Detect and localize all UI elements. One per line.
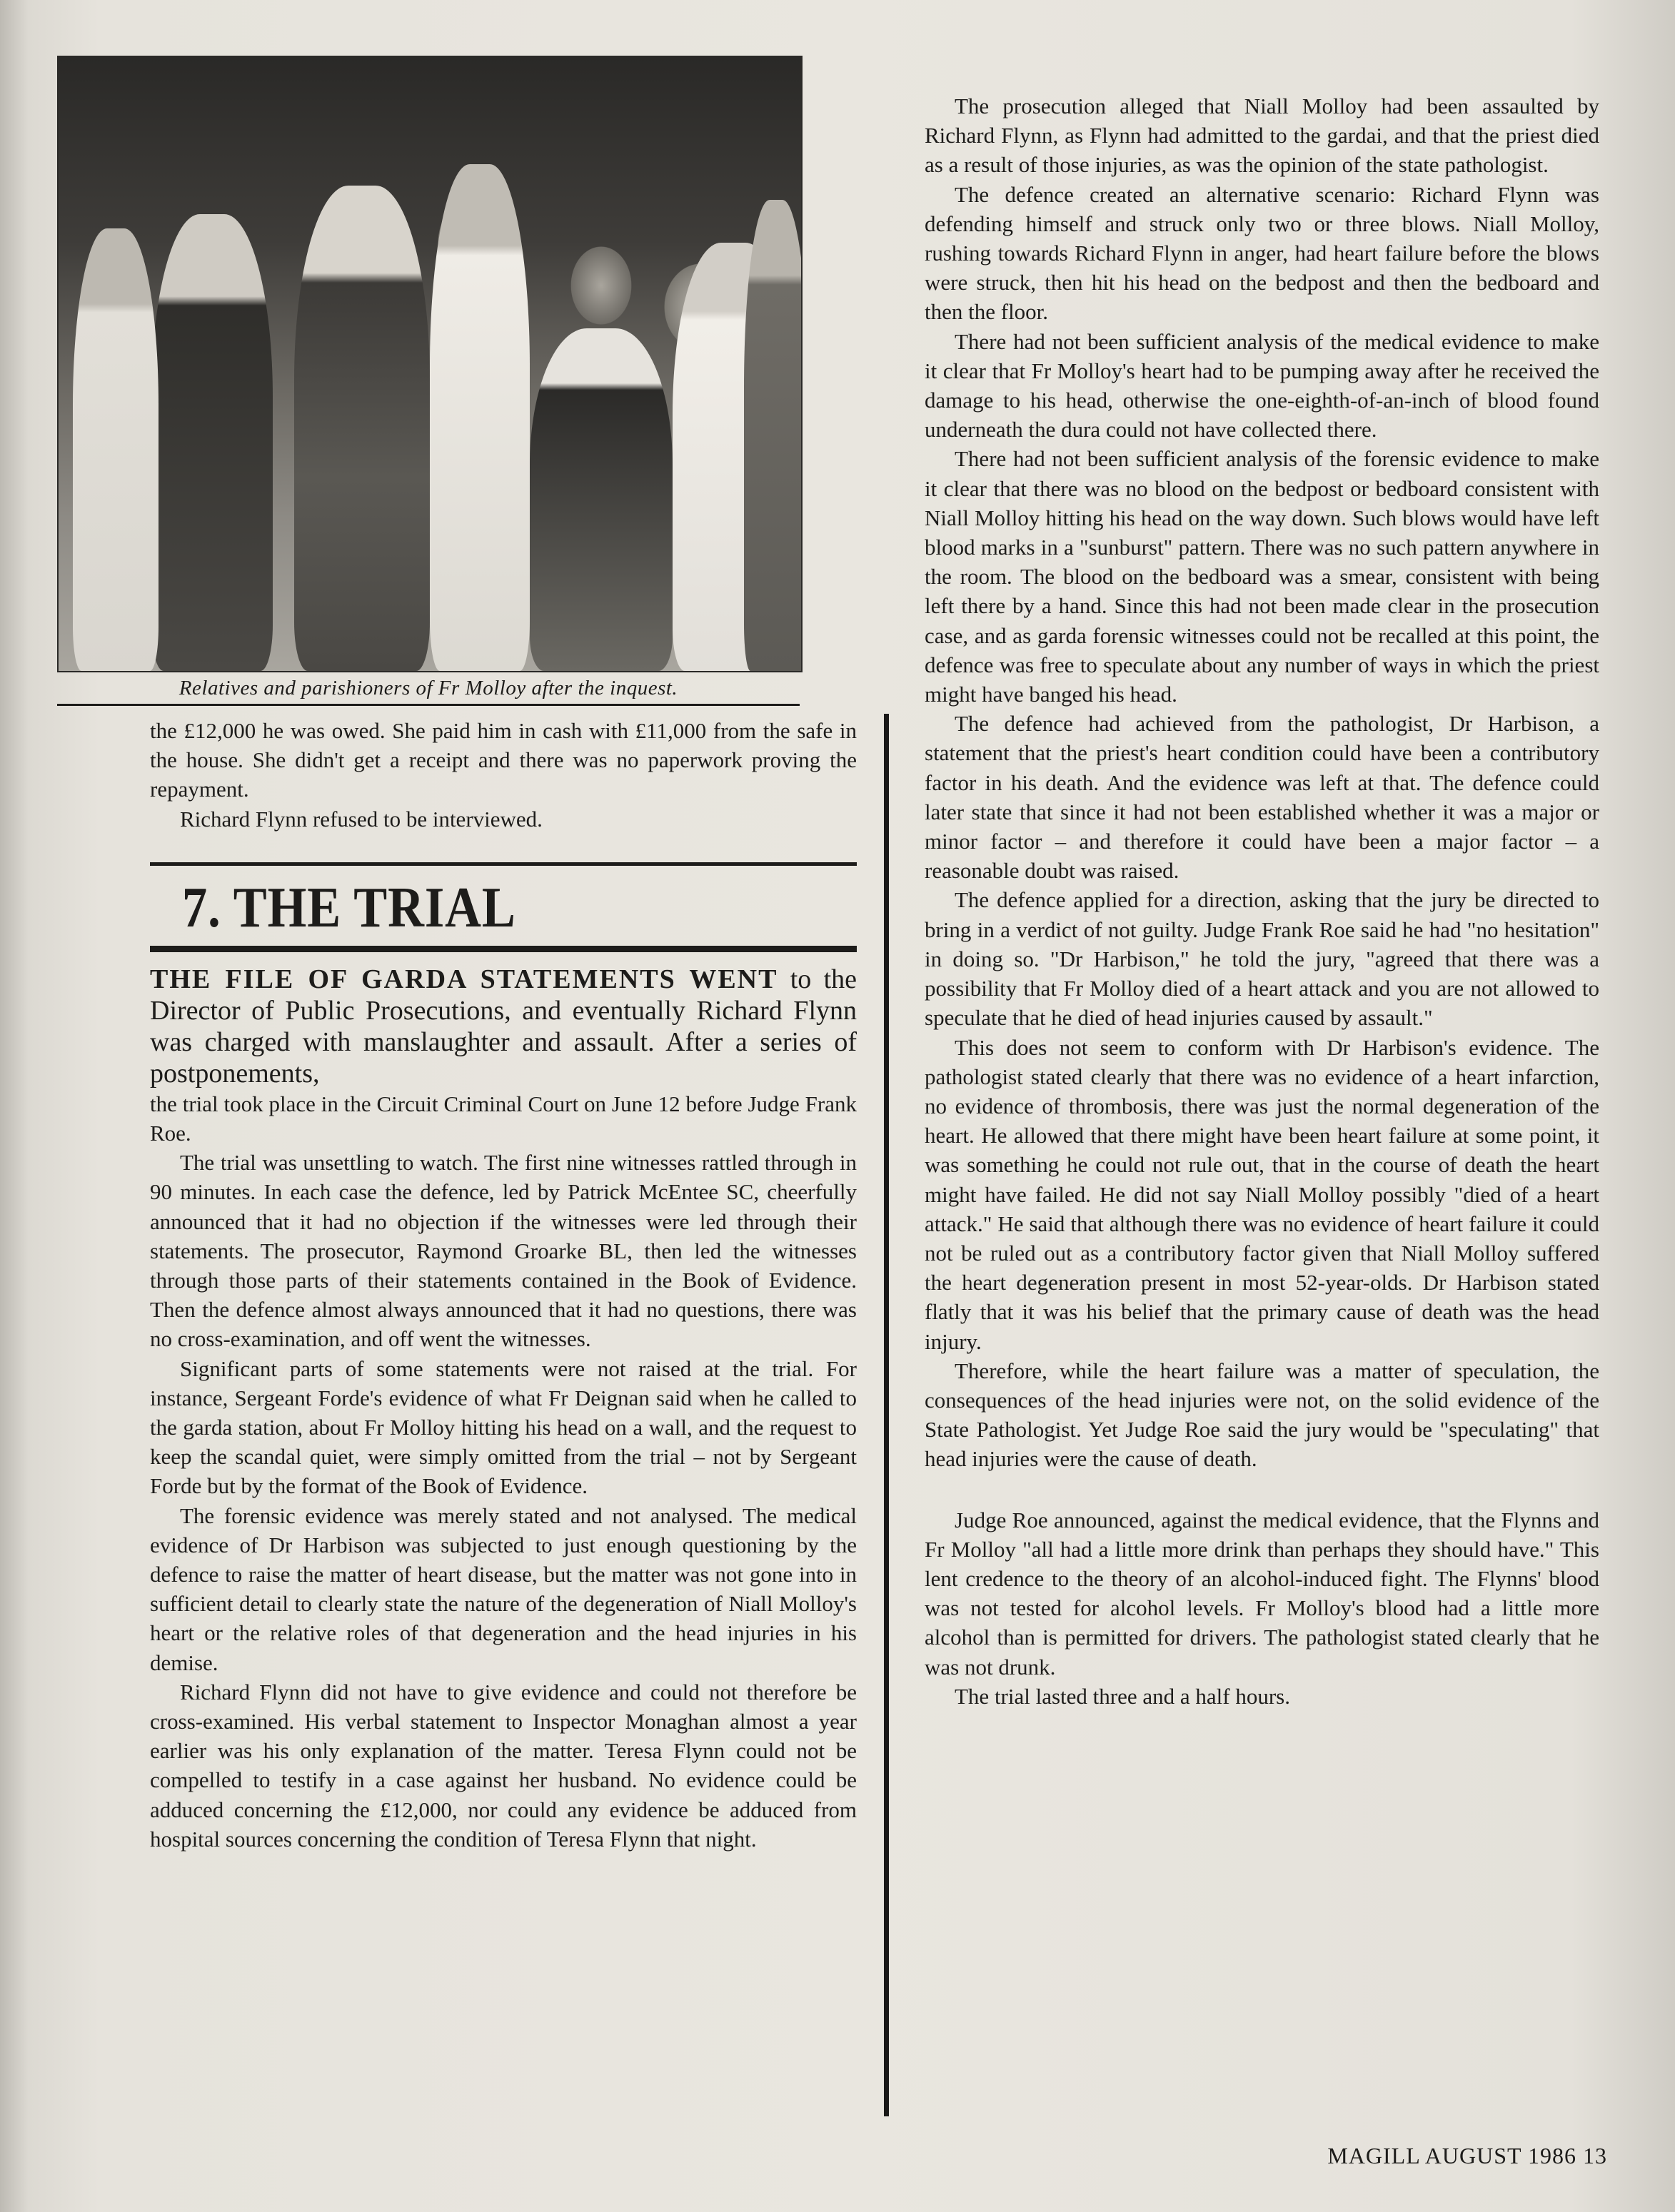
- inquest-photograph: [57, 56, 803, 672]
- body-paragraph: There had not been sufficient analysis of the forensic evidence to make it clear that there was no blood on the bedpost or bedboard consistent with Niall Molloy hitting his head on the way down. Such blows would have left blood marks in a "sunburst" pattern. There was no such pattern anywhere in the room. The blood on the bedboard was a smear, consistent with being left there by a hand. Since this had not been made clear in the prosecution case, and as garda forensic witnesses could not be recalled at this point, the defence was free to speculate about any number of ways in which the priest might have banged his head.: [925, 446, 1599, 707]
- body-paragraph: The trial was unsettling to watch. The first nine witnesses rattled through in 90 minutes. In each case the defence, led by Patrick McEntee SC, cheerfully announced that it had no objection if the witnesses were led through their statements. The prosecutor, Raymond Groarke BL, then led the witnesses through those parts of their statements contained in the Book of Evidence. Then the defence almost always announced that it had no questions, there was no cross-examination, and off went the witnesses.: [150, 1150, 857, 1352]
- body-paragraph: Richard Flynn did not have to give evidence and could not therefore be cross-examined. His verbal statement to Inspector Monaghan almost a year earlier was his only explanation of the matter. Teresa Flynn could not be compelled to testify in a case against her husband. No evidence could be adduced concerning the £12,000, nor could any evidence be adduced from hospital sources concerning the condition of Teresa Flynn that night.: [150, 1679, 857, 1852]
- photo-caption: Relatives and parishioners of Fr Molloy after the inquest.: [57, 672, 800, 706]
- intro-paragraph: the £12,000 he was owed. She paid him in cash with £11,000 from the safe in the house. She didn't get a receipt and there was no paperwork proving the repayment.: [150, 718, 857, 802]
- body-paragraph: The forensic evidence was merely stated and not analysed. The medical evidence of Dr Harbison was subjected to just enough questioning by the defence to raise the matter of heart disease, but the matter was not gone into in sufficient detail to clearly state the nature of the degeneration of Niall Molloy's heart or the relative roles of that degeneration and the head injuries in his demise.: [150, 1503, 857, 1675]
- intro-text: [150, 716, 857, 834]
- section-title: 7. THE TRIAL: [182, 876, 516, 939]
- column-divider: [884, 714, 889, 2116]
- trial-body: [150, 964, 857, 1854]
- lead-paragraph: [150, 964, 857, 1089]
- body-paragraph: This does not seem to conform with Dr Harbison's evidence. The pathologist stated clearly that there was no evidence of a heart infarction, no evidence of thrombosis, there was just the normal degeneration of the heart. He allowed that there might have been heart failure at some point, it was something he could not rule out, that in the course of death the heart might have failed. He did not say Niall Molloy possibly "died of a heart attack." He said that although there was no evidence of heart failure it could not be ruled out as a contributory factor given that Niall Molloy suffered the heart degeneration present in most 52-year-olds. Dr Harbison stated flatly that it was his belief that the primary cause of death was the head injury.: [925, 1034, 1599, 1354]
- body-paragraph: Significant parts of some statements were not raised at the trial. For instance, Sergeant Forde's evidence of what Fr Deignan said when he called to the garda station, about Fr Molloy hitting his head on a wall, and the request to keep the scandal quiet, were simply omitted from the trial – not by Sergeant Forde but by the format of the Book of Evidence.: [150, 1355, 857, 1499]
- page-footer: MAGILL AUGUST 1986 13: [1327, 2143, 1607, 2168]
- body-paragraph: There had not been sufficient analysis of the medical evidence to make it clear that Fr Molloy's heart had to be pumping away after he received the damage to his head, otherwise the one-eighth-of-an-inch of blood found underneath the dura could not have collected there.: [925, 328, 1599, 443]
- lead-rest: to the Director of Public Prosecutions, and eventually Richard Flynn was charged with manslaughter and assault. After a series of postponements,: [150, 964, 857, 1089]
- body-paragraph: Therefore, while the heart failure was a matter of speculation, the consequences of the head injuries were not, on the solid evidence of the State Pathologist. Yet Judge Roe said the jury would be "speculating" that head injuries were the cause of death.: [925, 1358, 1599, 1472]
- left-column: [150, 56, 857, 1854]
- intro-paragraph: Richard Flynn refused to be interviewed.: [180, 806, 543, 832]
- body-paragraph: Judge Roe announced, against the medical evidence, that the Flynns and Fr Molloy "all had a little more drink than perhaps they should have." This lent credence to the theory of an alcohol-induced fight. The Flynns' blood was not tested for alcohol levels. Fr Molloy's blood had a little more alcohol than is permitted for drivers. The pathologist stated clearly that he was not drunk.: [925, 1507, 1599, 1680]
- paragraph-gap: [925, 1474, 1599, 1505]
- lead-caps: THE FILE OF GARDA STATEMENTS WENT: [150, 964, 778, 994]
- right-column: [925, 91, 1599, 1711]
- body-paragraph: The defence applied for a direction, asking that the jury be directed to bring in a verdict of not guilty. Judge Frank Roe said he had "no hesitation" in doing so. "Dr Harbison," he told the jury, "agreed that there was a possibility that Fr Molloy died of a heart attack and you are not allowed to speculate that he died of head injuries caused by assault.": [925, 887, 1599, 1031]
- lead-tail: the trial took place in the Circuit Criminal Court on June 12 before Judge Frank Roe.: [150, 1091, 857, 1146]
- body-paragraph: The defence had achieved from the pathologist, Dr Harbison, a statement that the priest's heart condition could have been a contributory factor in his death. And the evidence was left at that. The defence could later state that since it had not been established whether it was a major or minor factor – and therefore it could have been a major factor – a reasonable doubt was raised.: [925, 711, 1599, 884]
- section-heading: [150, 862, 857, 952]
- body-paragraph: The trial lasted three and a half hours.: [955, 1683, 1290, 1709]
- body-paragraph: The prosecution alleged that Niall Molloy had been assaulted by Richard Flynn, as Flynn had admitted to the gardai, and that the priest died as a result of those injuries, as was the opinion of the state pathologist.: [925, 94, 1599, 178]
- body-paragraph: The defence created an alternative scenario: Richard Flynn was defending himself and struck only two or three blows. Niall Molloy, rushing towards Richard Flynn in anger, had heart failure before the blows were struck, then hit his head on the bedpost and then the bedboard and then the floor.: [925, 181, 1599, 325]
